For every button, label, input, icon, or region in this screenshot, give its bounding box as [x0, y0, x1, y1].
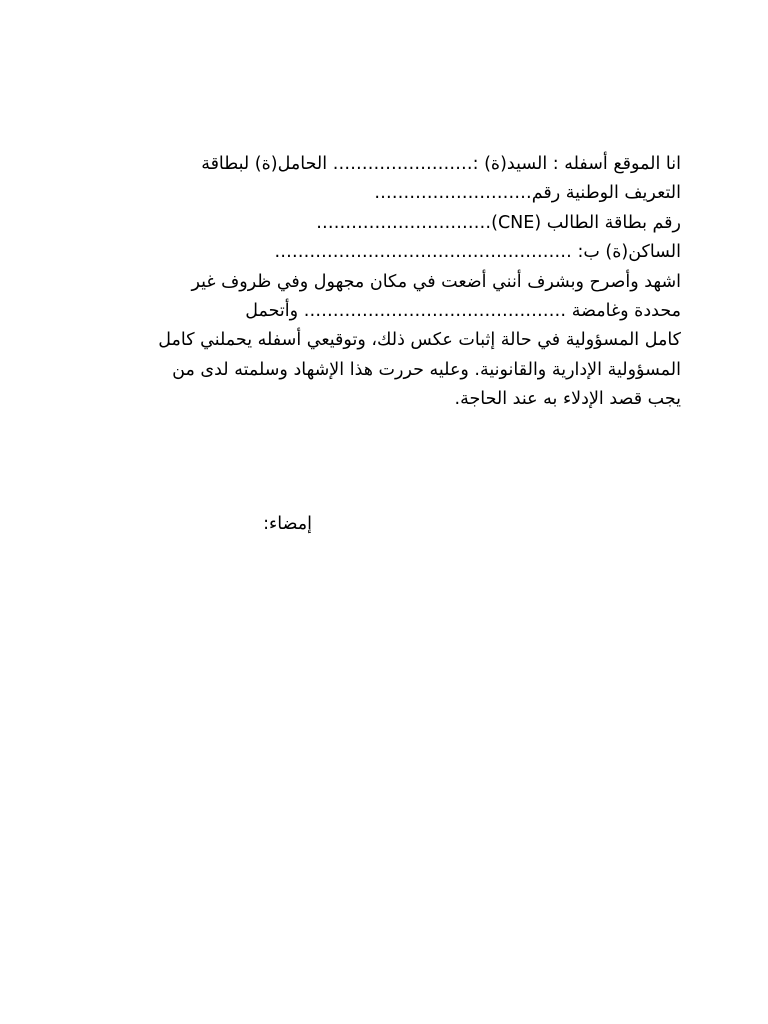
- declaration-line-3: رقم بطاقة الطالب (CNE)…………………………: [316, 212, 681, 233]
- signature-label: إمضاء:: [263, 514, 312, 534]
- declaration-line-5: اشهد وأصرح وبشرف أنني أضعت في مكان مجهول وفي ظروف غير: [191, 271, 681, 292]
- declaration-line-1: انا الموقع أسفله : السيد(ة) :…………………… الحامل(ة) لبطاقة: [201, 154, 681, 174]
- declaration-line-6: محددة وغامضة ……………………………………… وأتحمل: [245, 301, 681, 322]
- declaration-line-4: الساكن(ة) ب: ……………………………………………: [274, 242, 681, 263]
- declaration-line-8: المسؤولية الإدارية والقانونية. وعليه حررت هذا الإشهاد وسلمته لدى من: [172, 359, 681, 380]
- declaration-body: [96, 150, 681, 415]
- declaration-line-7: كامل المسؤولية في حالة إثبات عكس ذلك، وتوقيعي أسفله يحملني كامل: [158, 330, 681, 351]
- declaration-line-2: التعريف الوطنية رقم………………………: [374, 183, 681, 204]
- declaration-line-9: يجب قصد الإدلاء به عند الحاجة.: [454, 389, 681, 410]
